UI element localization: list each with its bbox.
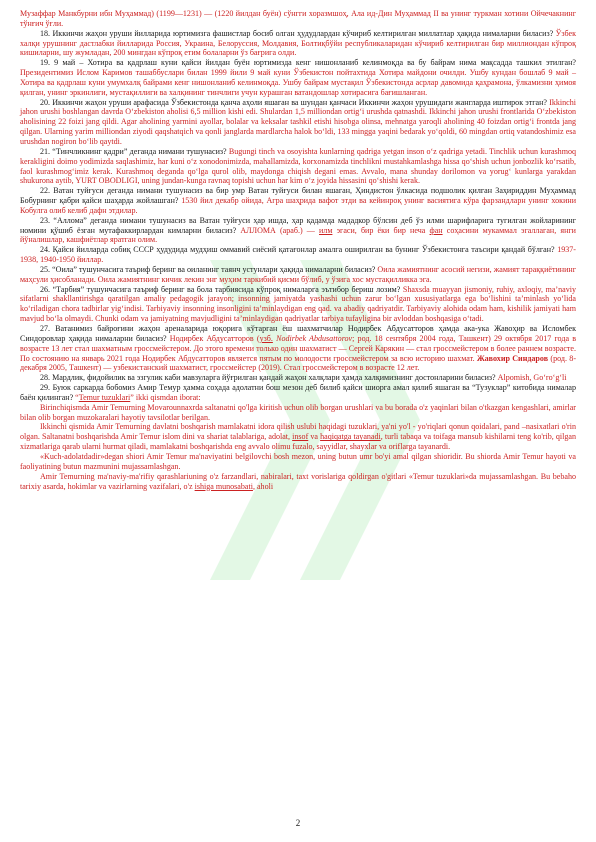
answer-text: ” ikki qismdan iborat: (130, 392, 201, 402)
answer-text: Нодирбек Абдусатторов ( (166, 333, 260, 343)
question-18 (20, 29, 576, 59)
answer-paragraph-2 (20, 422, 576, 452)
answer-text: (род. 8-декабря 2005, Ташкент) — узбекистанский шахматист, гроссмейстер (2019). Стал гроссмейстером в возрасте 12 лет. (20, 353, 576, 373)
answer-text: 1530 йил декабр ойида, Агра шаҳрида вафот этди ва кейинроқ унинг васиятига кўра фарзандларн унинг хокини Кобулга олиб келиб дафн этдилар. (20, 196, 577, 215)
page-number: 2 (295, 818, 301, 828)
question-21 (20, 147, 576, 186)
answer-text: , aholi (252, 481, 274, 491)
question-27 (20, 324, 576, 373)
answer-text: эгаси, бир ёки бир неча (332, 225, 430, 235)
question-text: 21. “Тинчликнинг қадри” деганда нимани тушунасиз? (40, 146, 227, 156)
question-25 (20, 265, 576, 285)
answer-text: Ikkinchi jahon urushi boshlangan davrda O‘zbekiston aholisi 6,5 million kishi edi. Shulardan 1,5 milliondan ortig‘i urushda qatnashdi. Ikkinchi jahon urushi frontlarida O‘zbekiston aholisining 22 foizi jang qildi. Agar aholining yarmini ayollar, bolalar va keksalar tashkil etishi hisobga olinsa, mehnatga yaroqli aholining 40 foizdan ortig‘i frontda jang qilgan. Ularning yarim milliondan ziyodi qaqshatqich va qonli janglarda mardlarcha halok bo‘ldi, 133 mingga yaqini bedarak yo‘qoldi, 60 mingdan ortiq vatandoshimiz esa urushdan nogiron bo‘lib qaytdi. (20, 97, 577, 146)
question-text: 28. Мардлик, фидойилик ва эзгулик каби мавзуларга йўғрилган қандай жаҳон халқлари ҳамда халқимизнинг достонларини биласиз? (40, 373, 496, 383)
question-29 (20, 383, 576, 403)
answer-text: Alpomish, Go‘ro‘g‘li (495, 373, 567, 383)
question-text: 24. Қайси йилларда собиқ СССР ҳудудида мудҳиш оммавий сиёсий қатағонлар амалга оширилган ва бунинг Ўзбекистонга таъсири қандай бўлган? (40, 245, 555, 255)
link-uzb[interactable]: узб. (259, 333, 273, 343)
answer-text: Amir Temurning ma'naviy-ma'rifiy qarashlariuning o'z farzandlari, nabiralari, taxt vorislariga qoldirgan o'gitlari «Temur tuzuklari»da mujassamlashgan. Bu bebaho tarixiy asarda, hokimlar va vazirlarning vazifalari, o'z (20, 471, 576, 491)
paragraph-17-tail (20, 9, 576, 29)
question-text: 18. Иккинчи жаҳон уруши йилларида юртимизга фашистлар босиб олган ҳудудлардан кўчириб келтирилган миллатлар ҳақида нималарни биласиз? (40, 28, 554, 38)
answer-text: , turli tabaqa va toifaga mansub kishilarni teng ko'rib, qilgan xizmatlariga qarab ularni hurmat qiladi, mamlakatni boshqarishda eng avvalo olimu fuzalo, sayyidlar, shayxlar va oriflarga tayanardi. (20, 432, 576, 452)
link-fan[interactable]: фан (429, 225, 443, 235)
question-22 (20, 186, 576, 216)
question-text: 22. Ватан туйғуси деганда нимани тушунасиз ва бир умр Ватан туйғуси билан яшаган, Ҳиндистон ўлкасида подшолик қилган Заҳириддин Муҳаммад Бобурнинг қабри қайси шаҳарда жойлашган? (20, 186, 576, 206)
answer-text: “ (73, 392, 79, 402)
question-text: 23. “Аллома” деганда нимани тушунасиз ва Ватан туйғуси ҳар ишда, ҳар қадамда мададкор бўлсин деб ўз илми шарифларига тугилган жойларининг номини қўшиб ёзган мутафаккирлардан кимларни биласиз? (20, 215, 576, 235)
answer-text: ; род. 18 сентября 2004 года, Ташкент) 29 октября 2017 года в возрасте 13 лет стал шахматным гроссмейстером. До этого времени только один шахматист — Сергей Карякин — стал гроссмейстером в более раннем возрасте. По состоянию на январь 2021 года Нодирбек Абдусатторов является пятым по молодости гроссмейстером за всю историю шахмат. (20, 333, 576, 363)
question-20 (20, 98, 576, 147)
answer-text: АЛЛОМА (араб.) — (236, 225, 319, 235)
answer-text: Музаффар Манкбурни ибн Муҳаммад) (1199—1231) — (1220 йилдан буён) сўнгги хоразмшоҳ, Ала ид-Дин Муҳаммад II ва унинг туркман хотини Ойчечакнинг тўнғич ўғли. (20, 9, 576, 28)
answer-text: Ikkinchi qismida Amir Temurning davlatni boshqarish mamlakatni idora qilish uslubi haqidagi tuzuklari, ya'ni yo'l - yo'riqlari qonun qoidalari, pand –nasixatlari o'rin olgan. Saltanatni boshqarishda Amir Temur islom dini va shariat talablariga, adolat, (20, 422, 576, 442)
document-page (20, 9, 576, 491)
question-23 (20, 216, 576, 246)
link-ilm[interactable]: илм (319, 225, 333, 235)
answer-text: va (308, 432, 321, 442)
answer-bold: Жавохир Синдаров (476, 353, 549, 363)
answer-paragraph-1: Birinchiqismda Amir Temurning Movarounnaxrda saltanatni qo'lga kiritish uchun olib borgan urushlari va bu borada o'z yaqinlari bilan o'tkazgan kengashlari, amirlar bilan olib borgan muzokaralari hayotiy tavsilotlar berilgan. (20, 402, 576, 422)
answer-paragraph-3: «Kuch-adolatdadir»degan shiori Amir Temur ma'naviyatini belgilovchi bosh mezon, uning butun umr bo'yi amal qilgan shioridir. Bu shiorda Amir Temur hayoti va faoliyatining butun mazmunini mujassamlashgan. (20, 451, 576, 471)
link-insof[interactable]: insof (292, 432, 309, 442)
link-haqiqatga-tayanadi[interactable]: haqiqatga tayanadi (320, 432, 381, 442)
question-26 (20, 285, 576, 324)
answer-text: Ўзбек халқи урушнинг дастлабки йилларида Россия, Украина, Белоруссия, Молдавия, Болтиқбўйи республикаларидан кўчириб келтирилган бир миллиондан кўпроқ кишиларни, шу жумладан, 200 мингдан кўпроқ етим болаларни ўз бағрига олди. (20, 28, 576, 58)
answer-paragraph-4 (20, 472, 576, 492)
question-text: 29. Буюк саркарда бобомиз Амир Темур ҳамма соҳада адолатни бош мезон деб билиб қайси шиорга амал қилиб яшаган ва “Тузуклар” китобида нималар баён қилинган? (20, 383, 576, 402)
question-28 (20, 373, 576, 383)
answer-text: Оила жамиятнинг асосий негизи, жамият тараққиётининг маҳсули ҳисобланади. Оила жамиятнинг кичик лекин энг муҳим таркибий қисми бўлиб, у ўзига хос мустақилликка эга. (20, 264, 577, 284)
answer-text: 1937-1938, 1940-1950 йиллар. (20, 245, 576, 265)
question-24 (20, 245, 576, 265)
question-text: 27. Ватанимиз байроғини жаҳон ареналарида юқорига кўтарган ёш шахматчилар Нодирбек Абдусатторов ҳамда ака-ука Жавоҳир ва Исломбек Синдоровлар ҳақида нималарни биласиз? (20, 324, 576, 343)
question-text: 26. “Тарбия” тушунчасига таъриф беринг ва бола тарбиясида кўпроқ нималарга эътибор бериш лозим? (40, 284, 401, 294)
link-ishiga-munosabati[interactable]: ishiga munosabati (194, 481, 253, 491)
link-temur-tuzuklari[interactable]: Temur tuzuklari (78, 392, 131, 402)
answer-text: Президентимиз Ислом Каримов ташаббуслари билан 1999 йили 9 май куни Ўзбекистон пойтахтида Хотира майдони очилди. Ушбу кундан бошлаб 9 май – Хотира ва қадрлаш куни умумхалқ байрами кенг нишонланиб келинмоқда. Ушбу байрам мустақил Ўзбекистонда асрлар давомида қаҳрамона, ўлкамизни ҳимоя қилган, унинг эркинлиги, мустақиллиги ва халқининг тинчлиги учун курашган ватандошлар хотирасига бағишланган. (20, 68, 576, 97)
question-text: 25. “Оила” тушунчасига таъриф беринг ва оиланинг таянч устунлари ҳақида нималарни биласиз? (40, 264, 376, 274)
question-text: 19. 9 май – Хотира ва қадрлаш куни қайси йилдан буён юртимизда кенг нишонланиб келинмоқда ва бу байрам нима мақсадда ташкил этилган? (40, 58, 576, 68)
question-text: 20. Иккинчи жаҳон уруши арафасида Ўзбекистонда қанча аҳоли яшаган ва шундан қанчаси Иккинчи жаҳон урушидаги жангларда иштирок этган? (40, 97, 548, 107)
answer-italic: Nodirbek Abdusattorov (276, 333, 353, 343)
question-19 (20, 58, 576, 97)
answer-text: Bugungi tinch va osoyishta kunlarning qadriga yetgan inson o‘z qadriga yetadi. Tinchlik uchun kurashmoq kerakligini doimo yodimizda saqlashimiz, har kuni o‘z xonodonimizda, mahallamizda, korxonamizda tinchlikni mustahkamlashga hissa qo‘shish uchun jonbozlik ko‘rsatib, faol kurashmog‘imiz kerak. Kurashmoq deganda qo‘lga qurol olib, maydonga chiqish degani emas. Avvalo, mana shunday dorilomon va yorug‘ kunlarga yarakdan shukurona aytib, YURT OBODLIGI, uning jundan-kunga ravnaq topishi uchun har kim o‘z joyida hissasini qo‘shishi kerak. (20, 146, 577, 186)
answer-text: соҳасини мукаммал эгаллаган, янги йўналишлар, кашфиётлар яратган олим. (20, 225, 576, 245)
answer-text: Shaxsda muayyan jismoniy, ruhiy, axloqiy, ma’naviy sifatlarni shakllantirishga qaratilgan amaliy pedagogik jarayon; insonning jamiyatda yashashi uchun zarur bo‘lgan xususiyatlarga ega bo‘lishini ta’minlash yo‘lida ko‘riladigan chora tadbirlar yig‘indisi. Tarbiyaviy insonning insonligini ta’minlaydigan eng qad. va abadiy qadriyatdir. Tarbiyaviy alohida odam ham, kishilik jamiyati ham mavjud bo‘la olmaydi. Chunki odam va jamiyatning mavjudligini ta’minlaydigan qadriyatlar tarbiya tufayligina bir avloddan boshqasiga o‘tadi. (20, 284, 576, 324)
